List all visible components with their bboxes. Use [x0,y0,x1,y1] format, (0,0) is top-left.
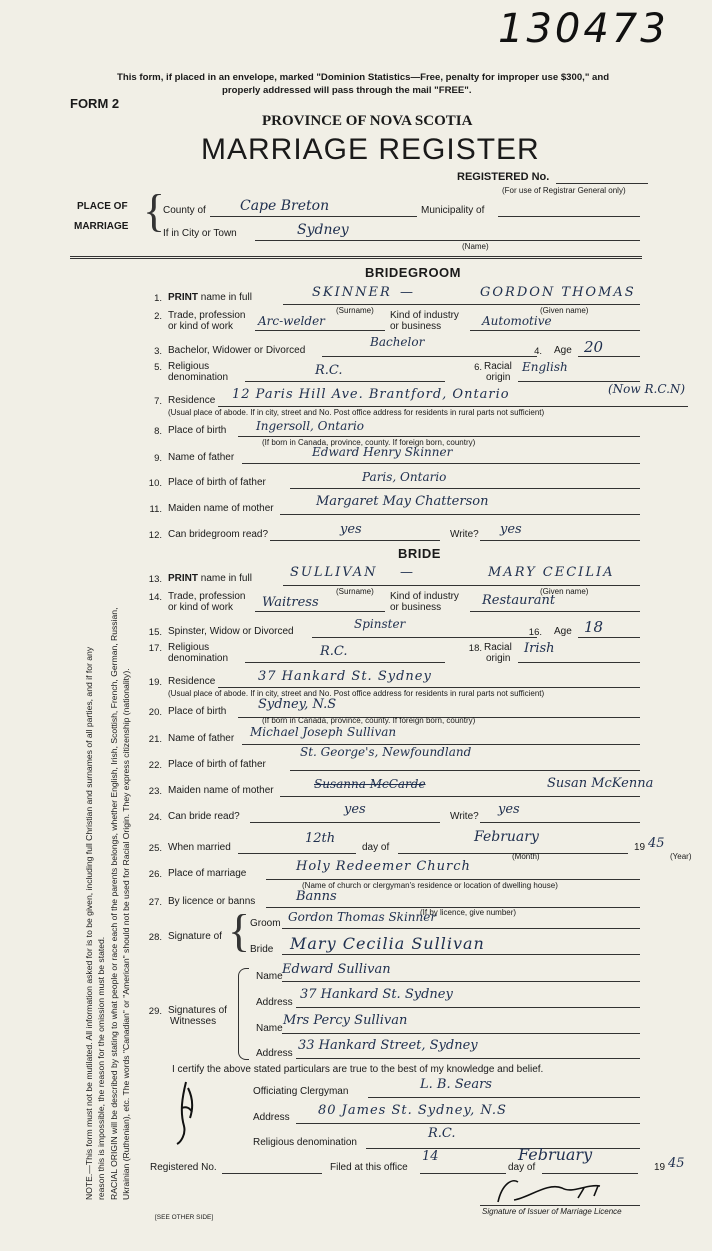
industry-label-a: Kind of industry [390,591,459,602]
field-number: 3. [154,346,162,357]
groom-label: Groom [250,918,281,929]
register-number: 130473 [498,6,669,52]
bride-read: yes [344,802,366,817]
groom-father: Edward Henry Skinner [312,445,453,459]
birth-label: Place of birth [168,425,227,436]
father-label: Name of father [168,452,235,463]
birth-caption: (If born in Canada, province, county. If foreign born, country) [262,438,476,447]
field-number: 25. [148,843,162,854]
municipality-label: Municipality of [421,205,485,216]
place-brace: { [143,185,166,236]
write-label: Write? [450,811,479,822]
bride-birth: Sydney, N.S [258,697,337,712]
field-number: 16. [528,627,542,638]
print-bold-label: PRINT [168,292,198,303]
filed-month: February [518,1145,593,1164]
field-number: 22. [148,760,162,771]
trade-label-a: Trade, profession [168,310,246,321]
given-caption: (Given name) [540,587,589,596]
bride-father-birth: St. George's, Newfoundland [300,745,472,759]
groom-father-birth: Paris, Ontario [362,470,447,484]
residence-label: Residence [168,676,216,687]
when-married-label: When married [168,842,231,853]
groom-racial: English [522,360,568,374]
clergy-name: L. B. Sears [420,1077,492,1092]
bridegroom-heading: BRIDEGROOM [365,265,461,280]
religion-label-a: Religious [168,361,210,372]
side-note-line3: RACIAL ORIGIN will be described by stating to what people or race each of the parents belongs, whether English, Irish, Scottish, French, German, Russian, [109,607,119,1200]
field-number: 19. [148,677,162,688]
racial-label-a: Racial [484,642,512,653]
groom-religion: R.C. [315,363,343,378]
signature-brace: { [228,905,251,956]
field-number: 1. [154,293,162,304]
read-label: Can bride read? [168,811,240,822]
certification-text: I certify the above stated particulars are true to the best of my knowledge and belief. [172,1064,544,1075]
field-number: 8. [154,426,162,437]
county-label: County of [163,205,206,216]
trade-label-a: Trade, profession [168,591,246,602]
year-prefix: 19 [634,842,646,853]
field-number: 6. [474,362,482,373]
clergy-label: Officiating Clergyman [253,1086,349,1097]
bride-industry: Restaurant [482,593,556,608]
field-number: 29. [148,1006,162,1017]
racial-label-a: Racial [484,361,512,372]
filed-label: Filed at this office [330,1162,408,1173]
field-number: 21. [148,734,162,745]
city-value: Sydney [297,222,349,238]
groom-residence-note: (Now R.C.N) [608,382,686,396]
residence-caption: (Usual place of abode. If in city, street and No. Post office address for residents in rural parts not sufficient) [168,408,545,417]
industry-label-b: or business [390,602,442,613]
registrar-note: (For use of Registrar General only) [502,186,626,195]
side-note-line2: reason this is impossible, the reason for the omission must be stated. [96,936,106,1200]
bride-racial: Irish [524,641,555,656]
groom-trade: Arc-welder [258,314,325,328]
licence-value: Banns [296,889,337,904]
status-label: Bachelor, Widower or Divorced [168,345,306,356]
filed-day: 14 [422,1149,439,1164]
witness2-name: Mrs Percy Sullivan [283,1013,408,1028]
residence-label: Residence [168,395,216,406]
witness1-address: 37 Hankard St. Sydney [300,987,453,1002]
field-number: 27. [148,897,162,908]
religion-label-b: denomination [168,653,229,664]
marriage-place: Holy Redeemer Church [296,859,471,874]
county-value: Cape Breton [240,198,330,214]
bride-father: Michael Joseph Sullivan [250,725,397,739]
industry-label-a: Kind of industry [390,310,459,321]
signature-of-label: Signature of [168,931,222,942]
mother-label: Maiden name of mother [168,503,274,514]
surname-caption: (Surname) [336,306,374,315]
witness2-address: 33 Hankard Street, Sydney [298,1038,478,1053]
groom-surname: SKINNER [312,285,392,300]
birth-label: Place of birth [168,706,227,717]
religion-label-b: denomination [168,372,229,383]
trade-label-b: or kind of work [168,321,234,332]
given-caption: (Given name) [540,306,589,315]
groom-read: yes [340,522,362,537]
father-birth-label: Place of birth of father [168,759,266,770]
clergy-denomination: R.C. [428,1126,456,1141]
mail-notice-line2: properly addressed will pass through the mail "FREE". [222,85,472,96]
field-number: 5. [154,362,162,373]
licence-caption: (If by licence, give number) [420,908,517,917]
age-label: Age [554,626,572,637]
bride-label: Bride [250,944,274,955]
witness-bracket [238,968,249,1060]
filed-year: 45 [668,1156,685,1171]
side-note-line4: Ukrainian (Ruthenian), etc. The words "Canadian" or "American" should not be used for Racial Origin. They express citizenship (nationality). [121,668,131,1200]
field-number: 26. [148,869,162,880]
field-number: 24. [148,812,162,823]
groom-age: 20 [584,338,604,356]
field-number: 4. [534,346,542,357]
birth-caption: (If born in Canada, province, county. If foreign born, country) [262,716,476,725]
place-label-1: PLACE OF [77,201,128,212]
form-label: FORM 2 [70,96,120,111]
denomination-label: Religious denomination [253,1137,357,1148]
groom-residence: 12 Paris Hill Ave. Brantford, Ontario [232,387,510,402]
witnesses-label-a: Signatures of [168,1005,227,1016]
witnesses-label-b: Witnesses [170,1016,217,1027]
registered-no-label: REGISTERED No. [457,171,550,183]
print-bold-label: PRINT [168,573,198,584]
bride-heading: BRIDE [398,546,441,561]
bride-religion: R.C. [320,644,348,659]
clergy-address: 80 James St. Sydney, N.S [318,1103,507,1118]
name-caption: (Name) [462,242,489,251]
bride-mother-struck: Susanna McCarde [314,777,426,791]
name-in-full-label: name in full [200,292,252,303]
field-number: 20. [148,707,162,718]
name-in-full-label: name in full [200,573,252,584]
month-caption: (Month) [512,852,540,861]
groom-given: GORDON THOMAS [480,285,636,300]
trade-label-b: or kind of work [168,602,234,613]
clergy-initials-mark [172,1078,198,1151]
page-title: MARRIAGE REGISTER [201,133,540,166]
place-of-marriage-label: Place of marriage [168,868,247,879]
groom-dash: — [400,285,413,300]
residence-caption: (Usual place of abode. If in city, street and No. Post office address for residents in rural parts not sufficient) [168,689,545,698]
mail-notice-line1: This form, if placed in an envelope, marked "Dominion Statistics—Free, penalty for improper use $300," and [117,72,610,83]
field-number: 18. [468,643,482,654]
place-label-2: MARRIAGE [74,221,129,232]
field-number: 17. [148,643,162,654]
read-label: Can bridegroom read? [168,529,269,540]
groom-signature: Gordon Thomas Skinner [288,910,437,924]
witness2-address-label: Address [256,1048,293,1059]
field-number: 13. [148,574,162,585]
field-number: 2. [154,311,162,322]
issuer-caption: Signature of Issuer of Marriage Licence [482,1207,622,1216]
day-of-label: day of [362,842,390,853]
field-label [168,292,252,303]
groom-birth: Ingersoll, Ontario [256,419,365,433]
field-number: 7. [154,396,162,407]
side-note-line1: NOTE.—This form must not be mutilated. All information asked for is to be given, including full Christian and surnames of all parties, and if for any [84,646,94,1200]
bride-write: yes [498,802,520,817]
field-number: 23. [148,786,162,797]
field-label [168,573,252,584]
witness1-address-label: Address [256,997,293,1008]
bride-age: 18 [584,618,604,636]
year-caption: (Year) [670,852,692,861]
place-caption: (Name of church or clergyman's residence or location of dwelling house) [302,881,558,890]
registered-no-footer-label: Registered No. [150,1162,217,1173]
witness1-name-label: Name [256,971,283,982]
married-day: 12th [305,831,336,846]
bride-surname: SULLIVAN [290,565,378,580]
witness2-name-label: Name [256,1023,283,1034]
bride-signature: Mary Cecilia Sullivan [290,934,485,953]
groom-industry: Automotive [482,314,552,328]
married-month: February [474,829,539,845]
groom-status: Bachelor [370,335,425,349]
age-label: Age [554,345,572,356]
licence-label: By licence or banns [168,896,256,907]
field-number: 11. [149,504,162,515]
bride-status: Spinster [354,617,406,631]
father-label: Name of father [168,733,235,744]
bride-given: MARY CECILIA [488,565,615,580]
write-label: Write? [450,529,479,540]
racial-label-b: origin [486,653,511,664]
racial-label-b: origin [486,372,511,383]
mother-label: Maiden name of mother [168,785,274,796]
religion-label-a: Religious [168,642,210,653]
bride-mother: Susan McKenna [547,776,654,791]
bride-trade: Waitress [262,595,319,610]
filed-year-prefix: 19 [654,1162,666,1173]
married-year: 45 [648,836,665,851]
field-number: 28. [148,932,162,943]
surname-caption: (Surname) [336,587,374,596]
groom-write: yes [500,522,522,537]
clergy-address-label: Address [253,1112,290,1123]
status-label: Spinster, Widow or Divorced [168,626,294,637]
field-number: 10. [148,478,162,489]
filed-day-of-label: day of [508,1162,536,1173]
field-number: 9. [154,453,162,464]
city-label: If in City or Town [163,228,237,239]
field-number: 12. [148,530,162,541]
field-number: 15. [148,627,162,638]
province-heading: PROVINCE OF NOVA SCOTIA [262,113,473,129]
industry-label-b: or business [390,321,442,332]
bride-dash: — [400,565,413,580]
field-number: 14. [148,592,162,603]
witness1-name: Edward Sullivan [282,962,391,977]
father-birth-label: Place of birth of father [168,477,266,488]
see-other-side: [SEE OTHER SIDE] [155,1214,214,1221]
bride-residence: 37 Hankard St. Sydney [258,669,432,684]
groom-mother: Margaret May Chatterson [316,494,489,509]
